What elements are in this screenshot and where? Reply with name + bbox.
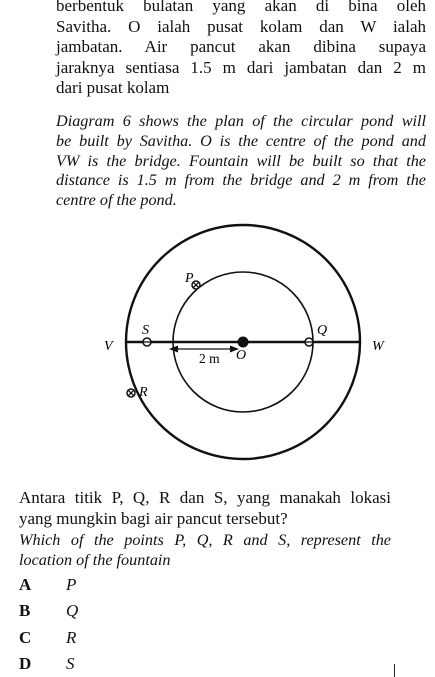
point-r-marker <box>127 389 135 397</box>
label-s: S <box>142 323 149 338</box>
option-value: P <box>66 575 77 594</box>
option-letter: D <box>19 654 32 673</box>
text-cursor <box>394 664 395 677</box>
question-english <box>19 531 391 570</box>
question-english-line: Which of the points P, Q, R and S, represent the <box>19 531 391 549</box>
label-p: P <box>185 271 194 286</box>
passage-malay-line: Savitha. O ialah pusat kolam dan W ialah <box>56 16 426 36</box>
question-malay-line: yang mungkin bagi air pancut tersebut? <box>19 509 288 528</box>
label-v: V <box>104 339 113 354</box>
passage-malay-line: dari pusat kolam <box>56 78 170 97</box>
passage-malay-line: jaraknya sentiasa 1.5 m dari jambatan dan 2 m <box>56 57 426 77</box>
option-value: S <box>66 654 75 673</box>
passage-english-line: VW is the bridge. Fountain will be built so that the <box>56 151 426 170</box>
point-q-marker <box>305 338 313 346</box>
label-w: W <box>372 339 384 354</box>
passage-malay-line: berbentuk bulatan yang akan di bina oleh <box>56 0 426 15</box>
question-malay-line: Antara titik P, Q, R dan S, yang manakah lokasi <box>19 488 391 507</box>
label-r: R <box>139 385 148 400</box>
label-o: O <box>236 348 247 363</box>
question-malay <box>19 487 391 529</box>
question-english-line: location of the fountain <box>19 550 171 569</box>
label-radius: 2 m <box>199 351 220 366</box>
passage-english-line: distance is 1.5 m from the bridge and 2 m from the <box>56 171 426 190</box>
option-letter: A <box>19 575 32 594</box>
label-q: Q <box>317 323 328 338</box>
option-value: Q <box>66 601 79 620</box>
passage-english-line: Diagram 6 shows the plan of the circular pond will <box>56 112 426 130</box>
option-letter: B <box>19 601 31 620</box>
centre-point-o <box>238 337 249 348</box>
passage-english-line: be built by Savitha. O is the centre of the pond and <box>56 131 426 150</box>
passage-english-line: centre of the pond. <box>56 191 177 210</box>
option-value: R <box>66 628 77 647</box>
passage-malay-line: jambatan. Air pancut akan dibina supaya <box>56 37 426 56</box>
option-letter: C <box>19 628 32 647</box>
point-s-marker <box>143 338 151 346</box>
